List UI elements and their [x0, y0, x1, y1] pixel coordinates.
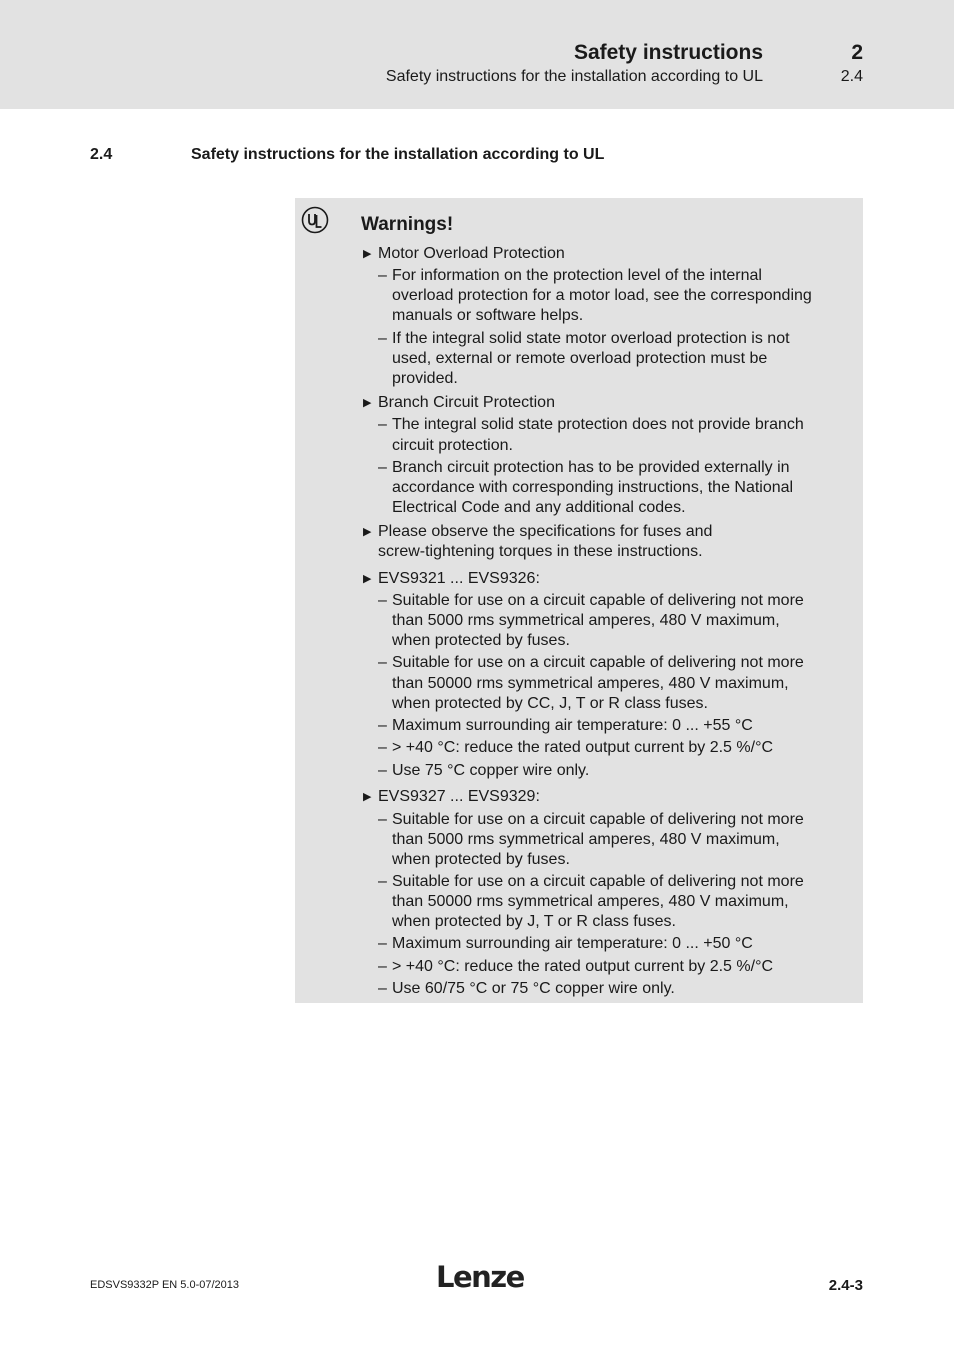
dash-text: Suitable for use on a circuit capable of delivering not more: [392, 592, 804, 609]
dash-marker: –: [378, 980, 387, 997]
dash-item-cont: overload protection for a motor load, see the corresponding: [392, 287, 812, 304]
dash-item: [378, 716, 753, 736]
dash-item: [378, 738, 774, 758]
dash-item: [378, 591, 804, 611]
dash-item: [378, 458, 790, 478]
bullet-text: Please observe the specifications for fuses and: [378, 523, 713, 540]
bullet-text: Branch Circuit Protection: [378, 394, 555, 411]
bullet-item: [363, 244, 565, 264]
section-number: 2.4: [90, 146, 113, 163]
dash-item-cont: than 5000 rms symmetrical amperes, 480 V maximum,: [392, 612, 780, 629]
bullet-marker-icon: ▶: [363, 397, 372, 409]
dash-item-cont: manuals or software helps.: [392, 307, 584, 324]
dash-text: Suitable for use on a circuit capable of delivering not more: [392, 811, 804, 828]
dash-item: [378, 653, 804, 673]
bullet-marker-icon: ▶: [363, 573, 372, 585]
warning-box: [295, 198, 863, 1003]
dash-text: Use 60/75 °C or 75 °C copper wire only.: [392, 980, 675, 997]
header-band: [0, 0, 954, 109]
dash-item: [378, 761, 590, 781]
dash-item: [378, 266, 762, 286]
dash-marker: –: [378, 592, 387, 609]
header-subtitle: Safety instructions for the installation according to UL: [385, 68, 763, 85]
dash-item-cont: Electrical Code and any additional codes.: [392, 499, 686, 516]
dash-item-cont: used, external or remote overload protection must be: [392, 350, 768, 367]
dash-item-cont: provided.: [392, 370, 458, 387]
bullet-item: [363, 393, 555, 413]
dash-marker: –: [378, 873, 387, 890]
dash-marker: –: [378, 416, 387, 433]
bullet-item: [363, 569, 540, 589]
header-section-number: 2.4: [840, 68, 863, 85]
bullet-item-cont: screw-tightening torques in these instructions.: [378, 543, 703, 560]
footer-page-number: 2.4-3: [828, 1277, 863, 1294]
dash-item-cont: when protected by CC, J, T or R class fuses.: [392, 695, 708, 712]
dash-item: [378, 957, 774, 977]
dash-marker: –: [378, 811, 387, 828]
bullet-text: Motor Overload Protection: [378, 245, 565, 262]
dash-item: [378, 872, 804, 892]
dash-text: Suitable for use on a circuit capable of delivering not more: [392, 873, 804, 890]
dash-marker: –: [378, 958, 387, 975]
lenze-logo: Lenze: [436, 1260, 524, 1294]
bullet-text: EVS9327 ... EVS9329:: [378, 788, 540, 805]
header-chapter-number: 2: [851, 41, 863, 64]
dash-text: Maximum surrounding air temperature: 0 ... +50 °C: [392, 935, 753, 952]
dash-item-cont: than 50000 rms symmetrical amperes, 480 V maximum,: [392, 893, 789, 910]
dash-text: Use 75 °C copper wire only.: [392, 762, 590, 779]
dash-text: Maximum surrounding air temperature: 0 ... +55 °C: [392, 717, 753, 734]
dash-marker: –: [378, 762, 387, 779]
bullet-marker-icon: ▶: [363, 791, 372, 803]
dash-item: [378, 329, 790, 349]
dash-marker: –: [378, 935, 387, 952]
bullet-text: EVS9321 ... EVS9326:: [378, 570, 540, 587]
dash-text: The integral solid state protection does not provide branch: [392, 416, 804, 433]
dash-item-cont: accordance with corresponding instructions, the National: [392, 479, 794, 496]
warning-title: Warnings!: [361, 214, 454, 235]
dash-item: [378, 415, 804, 435]
dash-text: Suitable for use on a circuit capable of delivering not more: [392, 654, 804, 671]
dash-text: > +40 °C: reduce the rated output current by 2.5 %/°C: [392, 958, 774, 975]
dash-marker: –: [378, 717, 387, 734]
dash-item-cont: when protected by fuses.: [392, 851, 570, 868]
section-title: Safety instructions for the installation according to UL: [191, 146, 605, 163]
bullet-item: [363, 522, 713, 542]
ul-mark-icon: [301, 206, 329, 234]
dash-item-cont: than 5000 rms symmetrical amperes, 480 V maximum,: [392, 831, 780, 848]
dash-text: Branch circuit protection has to be provided externally in: [392, 459, 790, 476]
dash-text: > +40 °C: reduce the rated output current by 2.5 %/°C: [392, 739, 774, 756]
bullet-marker-icon: ▶: [363, 526, 372, 538]
footer-document-id: EDSVS9332P EN 5.0-07/2013: [90, 1279, 240, 1291]
dash-item-cont: when protected by fuses.: [392, 632, 570, 649]
dash-item: [378, 979, 675, 999]
dash-item: [378, 934, 753, 954]
dash-text: If the integral solid state motor overload protection is not: [392, 330, 790, 347]
dash-item: [378, 810, 804, 830]
bullet-item: [363, 787, 540, 807]
dash-marker: –: [378, 739, 387, 756]
dash-marker: –: [378, 267, 387, 284]
dash-marker: –: [378, 459, 387, 476]
header-title: Safety instructions: [573, 41, 763, 64]
dash-item-cont: than 50000 rms symmetrical amperes, 480 V maximum,: [392, 675, 789, 692]
dash-marker: –: [378, 330, 387, 347]
bullet-marker-icon: ▶: [363, 248, 372, 260]
dash-text: For information on the protection level of the internal: [392, 267, 762, 284]
dash-marker: –: [378, 654, 387, 671]
dash-item-cont: when protected by J, T or R class fuses.: [392, 913, 676, 930]
dash-item-cont: circuit protection.: [392, 437, 513, 454]
